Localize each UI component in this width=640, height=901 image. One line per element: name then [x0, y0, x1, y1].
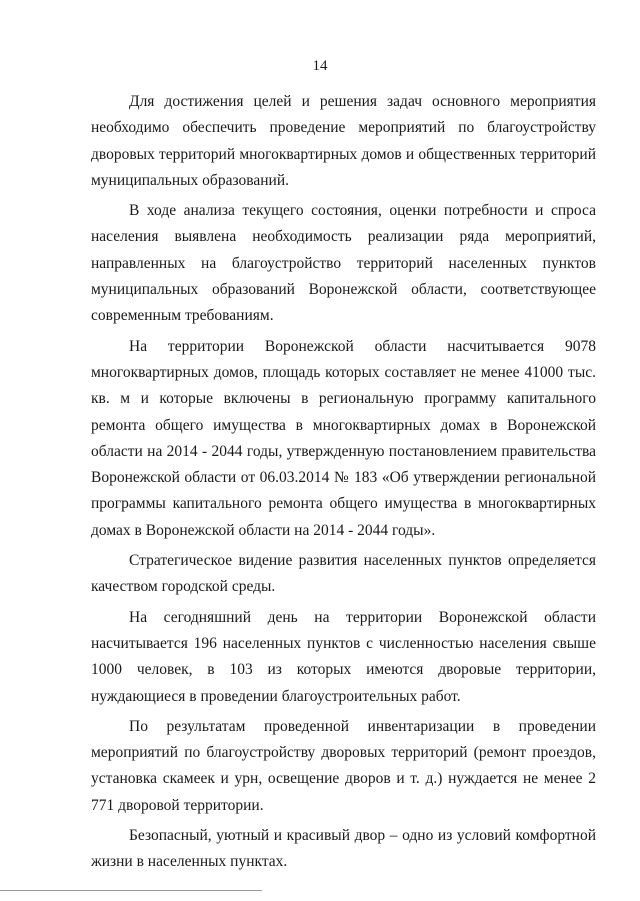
paragraph: Стратегическое видение развития населенных пунктов определяется качеством городской среды.	[91, 552, 596, 596]
paragraph: Безопасный, уютный и красивый двор – одно из условий комфортной жизни в населенных пунктах.	[91, 827, 596, 871]
scan-edge-line	[0, 890, 262, 891]
paragraph: Для достижения целей и решения задач основного мероприятия необходимо обеспечить проведение мероприятий по благоустройству дворовых территорий многоквартирных домов и общественных территорий муниципальных образований.	[91, 93, 596, 189]
page-number: 14	[312, 58, 328, 74]
paragraph: В ходе анализа текущего состояния, оценки потребности и спроса населения выявлена необходимость реализации ряда мероприятий, направленных на благоустройство территорий населенных пунктов муниципальных образований Воронежской области, соответствующее современным требованиям.	[91, 202, 596, 325]
paragraph: На сегодняшний день на территории Воронежской области насчитывается 196 населенных пунктов с численностью населения свыше 1000 человек, в 103 из которых имеются дворовые территории, нуждающиеся в проведении благоустроительных работ.	[91, 608, 596, 705]
paragraph: На территории Воронежской области насчитывается 9078 многоквартирных домов, площадь которых составляет не менее 41000 тыс. кв. м и которые включены в региональную программу капитального ремонта общего имущества в многоквартирных домах в Воронежской области на 2014 - 2044 годы, утвержденную постановлением правительства Воронежской области от 06.03.2014 № 183 «Об утверждении региональной программы капитального ремонта общего имущества в многоквартирных домах в Воронежской области на 2014 - 2044 годы».	[91, 337, 596, 539]
document-body	[91, 89, 596, 880]
paragraph: По результатам проведенной инвентаризации в проведении мероприятий по благоустройству дворовых территорий (ремонт проездов, установка скамеек и урн, освещение дворов и т. д.) нуждается не менее 2 771 дворовой территории.	[91, 717, 596, 814]
